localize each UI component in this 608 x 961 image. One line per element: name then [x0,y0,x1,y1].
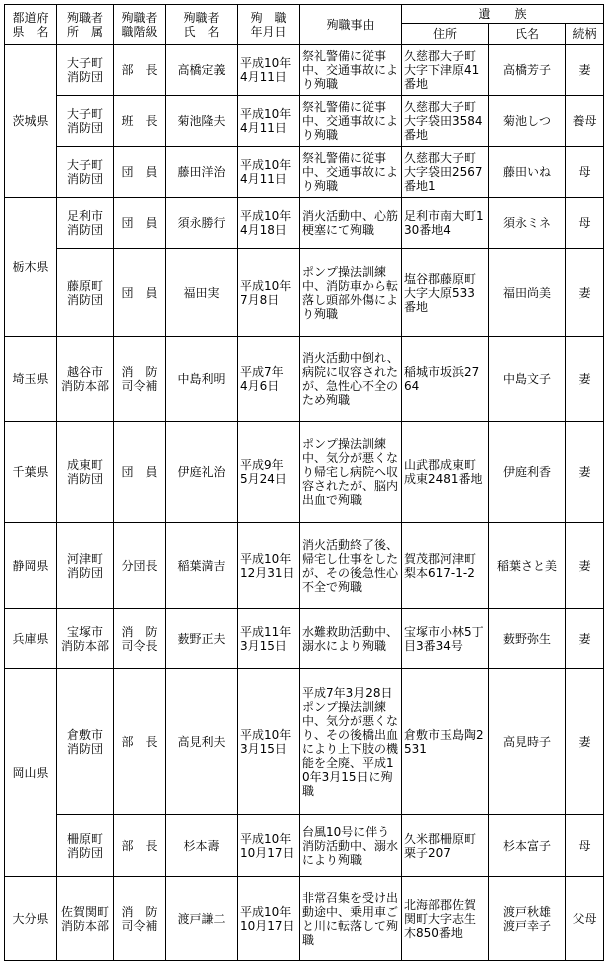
table-row [5,96,604,147]
name-cell: 高橋定義 [166,45,238,96]
header-prefecture: 都道府 県 名 [5,5,57,45]
table-body [5,45,604,961]
table-row [5,877,604,961]
header-date: 殉 職 年月日 [238,5,300,45]
unit-cell: 宝塚市 消防本部 [57,609,114,669]
rank-cell: 団 員 [114,249,166,337]
prefecture-cell: 岡山県 [5,669,57,877]
address-cell: 久慈郡大子町大字袋田2567番地1 [402,147,489,198]
name-cell: 中島利明 [166,337,238,422]
relation-cell: 妻 [566,249,604,337]
unit-cell: 柵原町 消防団 [57,815,114,877]
date-cell: 平成9年 5月24日 [238,422,300,523]
prefecture-cell: 埼玉県 [5,337,57,422]
family-name-cell: 藤田いね [489,147,566,198]
address-cell: 久慈郡大子町大字下津原41番地 [402,45,489,96]
cause-cell: 消火活動中、心筋梗塞にて殉職 [300,198,402,249]
name-cell: 薮野正夫 [166,609,238,669]
relation-cell: 養母 [566,96,604,147]
rank-cell: 班 長 [114,96,166,147]
relation-cell: 妻 [566,609,604,669]
family-name-cell: 渡戸秋雄 渡戸幸子 [489,877,566,961]
address-cell: 賀茂郡河津町梨本617-1-2 [402,523,489,609]
date-cell: 平成10年 4月11日 [238,96,300,147]
header-rank: 殉職者 職階級 [114,5,166,45]
name-cell: 福田実 [166,249,238,337]
rank-cell: 団 員 [114,147,166,198]
date-cell: 平成10年 4月11日 [238,147,300,198]
name-cell: 稲葉満吉 [166,523,238,609]
rank-cell: 部 長 [114,669,166,815]
unit-cell: 成東町 消防団 [57,422,114,523]
unit-cell: 大子町 消防団 [57,147,114,198]
cause-cell: 祭礼警備に従事中、交通事故により殉職 [300,96,402,147]
header-address: 住所 [402,24,489,45]
family-name-cell: 福田尚美 [489,249,566,337]
relation-cell: 妻 [566,422,604,523]
address-cell: 宝塚市小林5丁目3番34号 [402,609,489,669]
rank-cell: 団 員 [114,422,166,523]
family-name-cell: 高見時子 [489,669,566,815]
table-row [5,198,604,249]
name-cell: 菊池隆夫 [166,96,238,147]
relation-cell: 母 [566,147,604,198]
table-row [5,147,604,198]
table-row [5,523,604,609]
family-name-cell: 稲葉さと美 [489,523,566,609]
cause-cell: 祭礼警備に従事中、交通事故により殉職 [300,45,402,96]
table-row [5,422,604,523]
family-name-cell: 高橋芳子 [489,45,566,96]
rank-cell: 消 防 司令補 [114,877,166,961]
table-container [4,4,603,957]
relation-cell: 母 [566,198,604,249]
header-cause: 殉職事由 [300,5,402,45]
rank-cell: 消 防 司令長 [114,609,166,669]
date-cell: 平成10年 12月31日 [238,523,300,609]
unit-cell: 藤原町 消防団 [57,249,114,337]
unit-cell: 足利市 消防団 [57,198,114,249]
name-cell: 須永勝行 [166,198,238,249]
prefecture-cell: 静岡県 [5,523,57,609]
cause-cell: 祭礼警備に従事中、交通事故により殉職 [300,147,402,198]
table-row [5,249,604,337]
family-name-cell: 菊池しつ [489,96,566,147]
address-cell: 久慈郡大子町大字袋田3584番地 [402,96,489,147]
prefecture-cell: 茨城県 [5,45,57,198]
header-name: 殉職者 氏 名 [166,5,238,45]
unit-cell: 大子町 消防団 [57,96,114,147]
casualty-table [4,4,604,961]
address-cell: 倉敷市玉島陶2531 [402,669,489,815]
relation-cell: 妻 [566,523,604,609]
date-cell: 平成10年 7月8日 [238,249,300,337]
name-cell: 杉本壽 [166,815,238,877]
header-unit: 殉職者 所 属 [57,5,114,45]
header-family-name: 氏名 [489,24,566,45]
prefecture-cell: 栃木県 [5,198,57,337]
cause-cell: ポンプ操法訓練中、消防車から転落し頭部外傷により殉職 [300,249,402,337]
unit-cell: 佐賀関町 消防本部 [57,877,114,961]
relation-cell: 妻 [566,337,604,422]
relation-cell: 妻 [566,669,604,815]
family-name-cell: 薮野弥生 [489,609,566,669]
address-cell: 足利市南大町130番地4 [402,198,489,249]
rank-cell: 部 長 [114,815,166,877]
relation-cell: 母 [566,815,604,877]
relation-cell: 父母 [566,877,604,961]
family-name-cell: 須永ミネ [489,198,566,249]
unit-cell: 倉敷市 消防団 [57,669,114,815]
unit-cell: 大子町 消防団 [57,45,114,96]
cause-cell: ポンプ操法訓練中、気分が悪くなり帰宅し病院へ収容されたが、脳内出血で殉職 [300,422,402,523]
date-cell: 平成10年 3月15日 [238,669,300,815]
table-row [5,45,604,96]
unit-cell: 河津町 消防団 [57,523,114,609]
name-cell: 渡戸謙二 [166,877,238,961]
table-row [5,337,604,422]
table-row [5,609,604,669]
date-cell: 平成11年 3月15日 [238,609,300,669]
family-name-cell: 中島文子 [489,337,566,422]
date-cell: 平成10年 4月11日 [238,45,300,96]
family-name-cell: 伊庭利香 [489,422,566,523]
cause-cell: 非常召集を受け出動途中、乗用車ごと川に転落して殉職 [300,877,402,961]
header-relation: 続柄 [566,24,604,45]
cause-cell: 水難救助活動中、溺水により殉職 [300,609,402,669]
name-cell: 藤田洋治 [166,147,238,198]
date-cell: 平成10年 10月17日 [238,877,300,961]
prefecture-cell: 兵庫県 [5,609,57,669]
rank-cell: 団 員 [114,198,166,249]
address-cell: 山武郡成東町成東2481番地 [402,422,489,523]
address-cell: 稲城市坂浜2764 [402,337,489,422]
date-cell: 平成10年 10月17日 [238,815,300,877]
table-header [5,5,604,45]
cause-cell: 台風10号に伴う消防活動中、溺水により殉職 [300,815,402,877]
cause-cell: 消火活動中倒れ、病院に収容されたが、急性心不全のため殉職 [300,337,402,422]
rank-cell: 部 長 [114,45,166,96]
table-row [5,669,604,815]
name-cell: 伊庭礼治 [166,422,238,523]
cause-cell: 消火活動終了後、帰宅し仕事をしたが、その後急性心不全で殉職 [300,523,402,609]
date-cell: 平成7年 4月6日 [238,337,300,422]
address-cell: 久米郡柵原町栗子207 [402,815,489,877]
rank-cell: 分団長 [114,523,166,609]
unit-cell: 越谷市 消防本部 [57,337,114,422]
family-name-cell: 杉本富子 [489,815,566,877]
prefecture-cell: 千葉県 [5,422,57,523]
relation-cell: 妻 [566,45,604,96]
header-family: 遺 族 [402,5,604,24]
rank-cell: 消 防 司令補 [114,337,166,422]
table-row [5,815,604,877]
address-cell: 北海部郡佐賀関町大字志生木850番地 [402,877,489,961]
date-cell: 平成10年 4月18日 [238,198,300,249]
address-cell: 塩谷郡藤原町大字大原533番地 [402,249,489,337]
prefecture-cell: 大分県 [5,877,57,961]
cause-cell: 平成7年3月28日ポンプ操法訓練中、気分が悪くなり、その後橋出血により上下肢の機能を全廃、平成10年3月15日に殉職 [300,669,402,815]
name-cell: 高見利夫 [166,669,238,815]
